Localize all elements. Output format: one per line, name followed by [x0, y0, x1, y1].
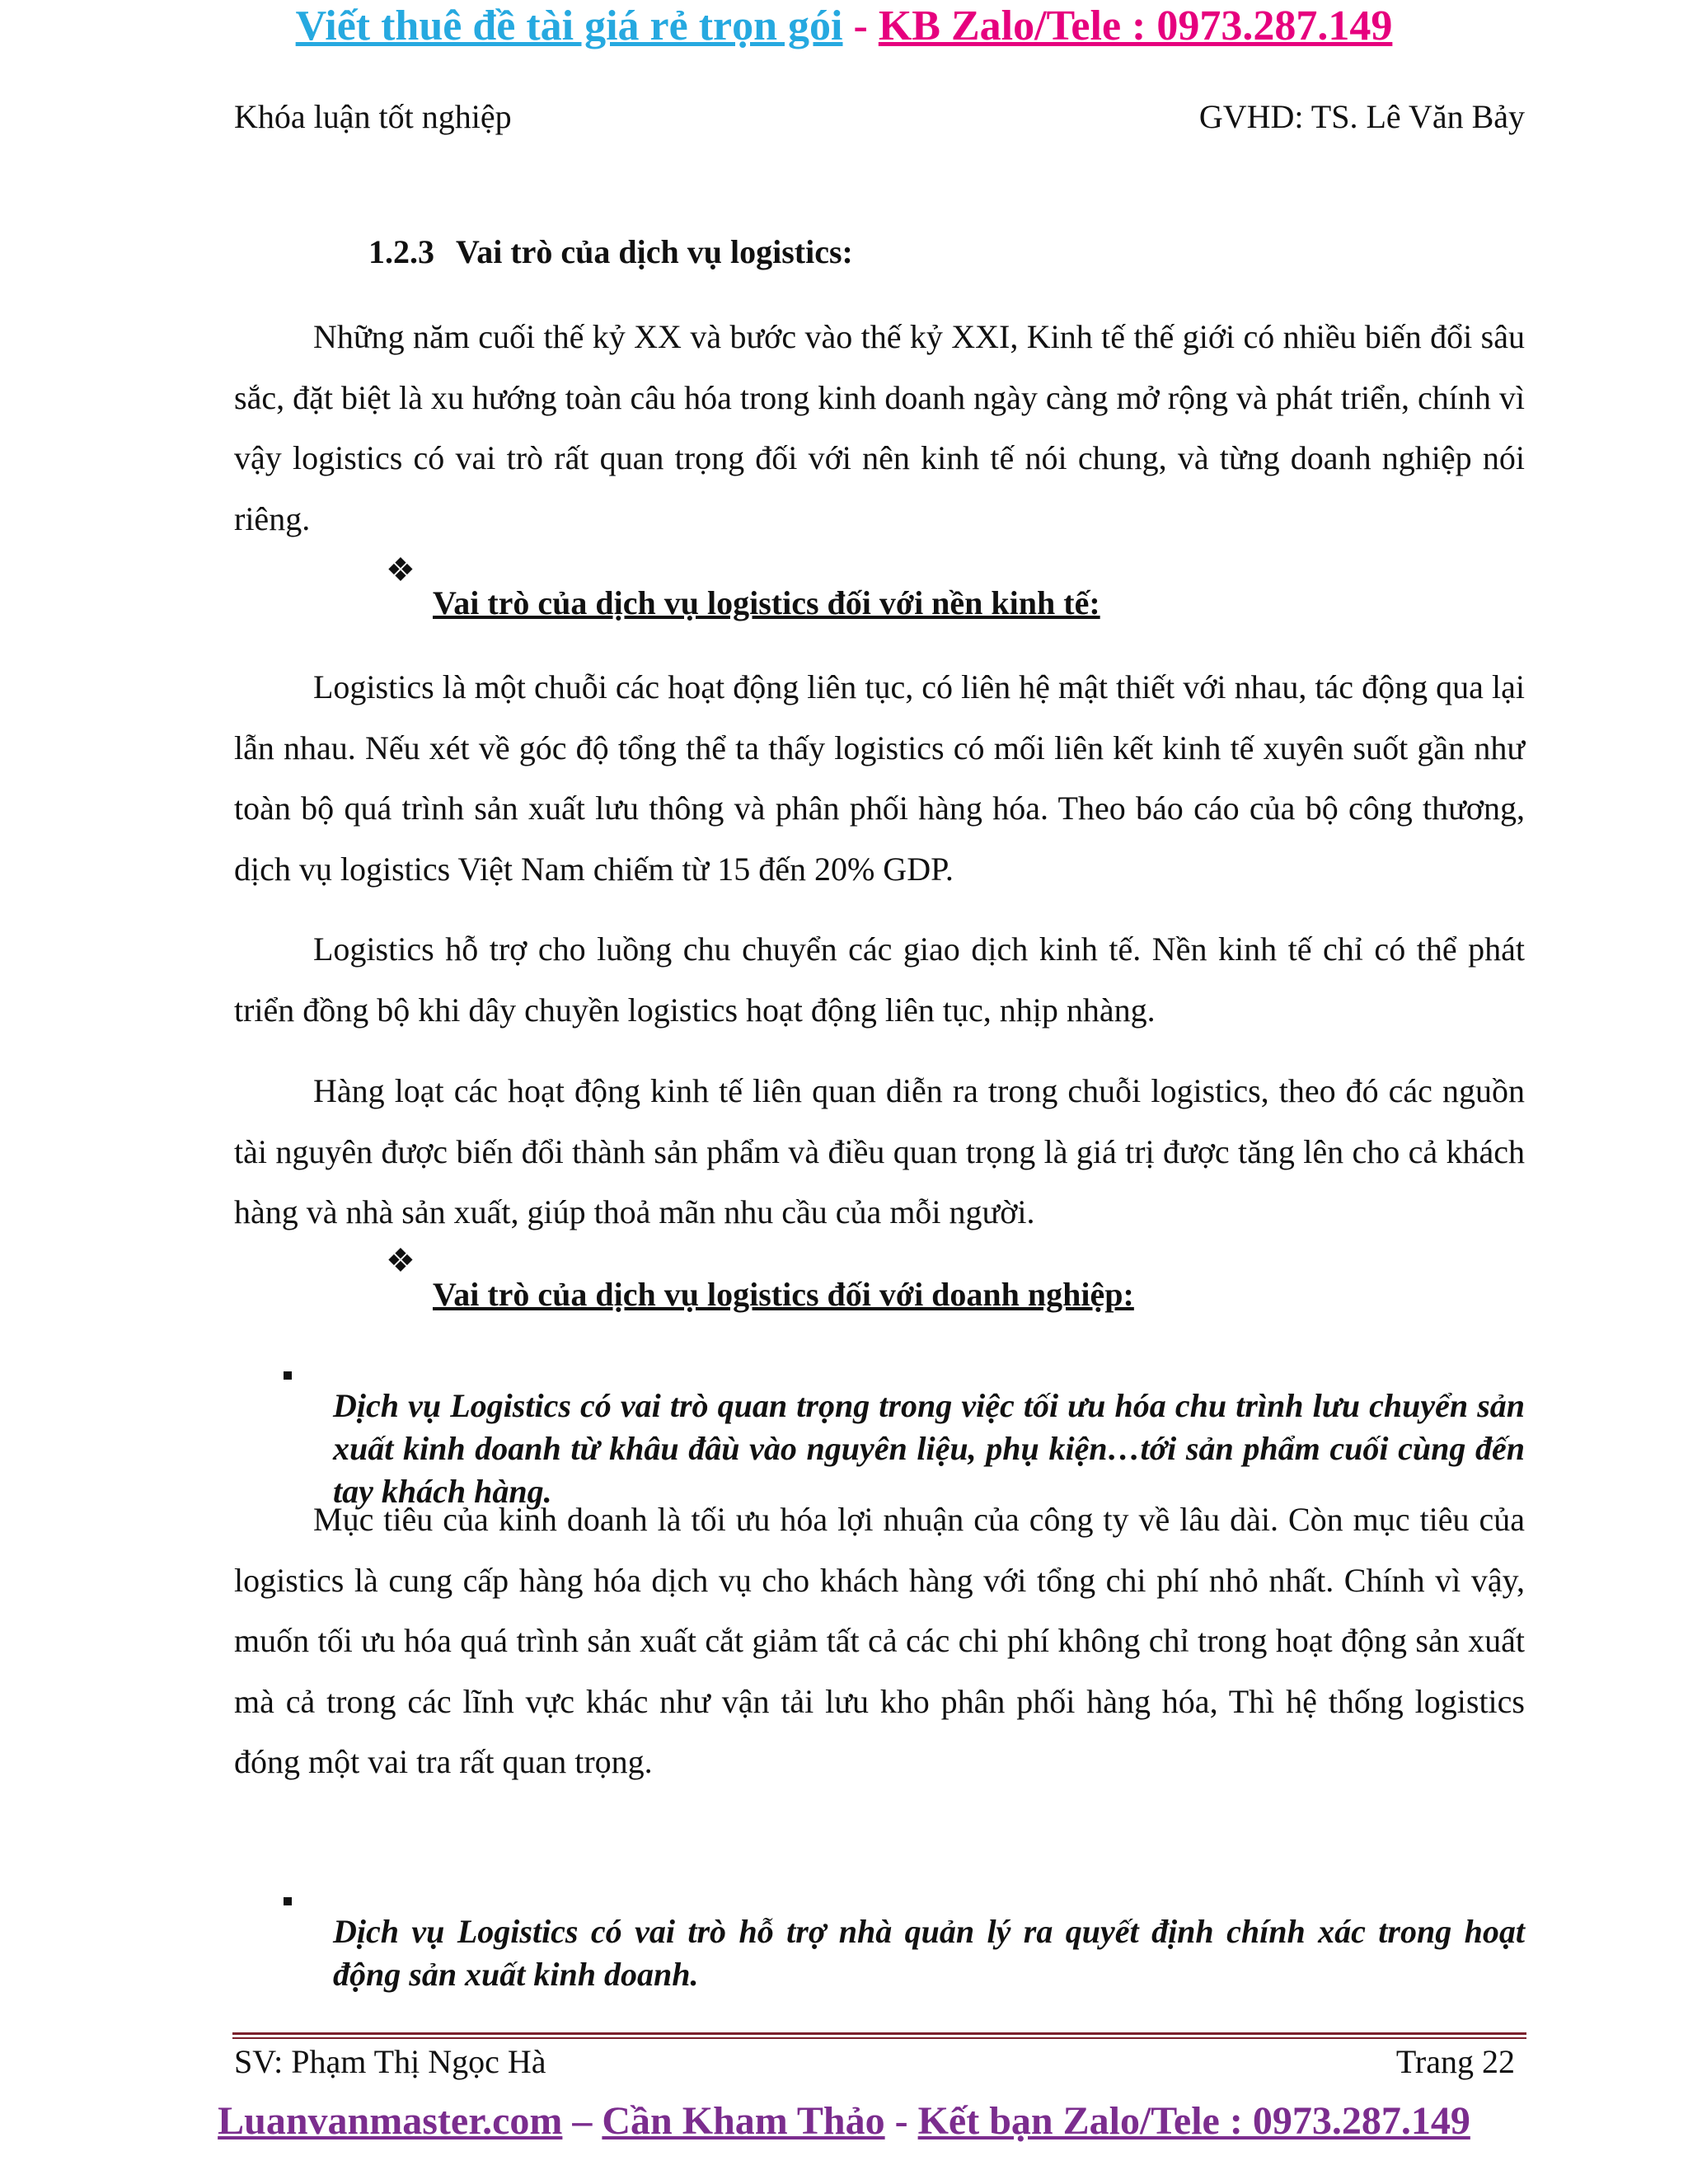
banner-zalo-link[interactable]: Kết bạn Zalo/Tele : 0973.287.149 [917, 2099, 1470, 2143]
economy-paragraph-1: Logistics là một chuỗi các hoạt động liên tục, có liên hệ mật thiết với nhau, tác động qua lại lẫn nhau. Nếu xét về góc độ tổng thể ta thấy logistics có mối liên kết kinh tế xuyên suốt gần như toàn bộ quá trình sản xuất lưu thông và phân phối hàng hóa. Theo báo cáo của bộ công thương, dịch vụ logistics Việt Nam chiếm từ 15 đến 20% GDP. [234, 668, 1525, 888]
section-number: 1.2.3 [368, 233, 434, 270]
economy-paragraph-3: Hàng loạt các hoạt động kinh tế liên quan diễn ra trong chuỗi logistics, theo đó các nguồn tài nguyên được biến đổi thành sản phẩm và điều quan trọng là giá trị được tăng lên cho cả khách hàng và nhà sản xuất, giúp thoả mãn nhu cầu của mỗi người. [234, 1072, 1525, 1230]
header-advisor: GVHD: TS. Lê Văn Bảy [1198, 98, 1525, 135]
intro-paragraph: Những năm cuối thế kỷ XX và bước vào thế kỷ XXI, Kinh tế thế giới có nhiều biến đổi sâu sắc, đặt biệt là xu hướng toàn câu hóa trong kinh doanh ngày càng mở rộng và phát triển, chính vì vậy logistics có vai trò rất quan trọng đối với nên kinh tế nói chung, và từng doanh nghiệp nói riêng. [234, 318, 1525, 537]
diamond-bullet-icon: ❖ [386, 1242, 415, 1279]
footer-student: SV: Phạm Thị Ngọc Hà [234, 2043, 546, 2080]
bottom-banner [0, 2098, 1688, 2144]
section-title: Vai trò của dịch vụ logistics: [456, 233, 853, 270]
banner-name-link[interactable]: Cần Kham Thảo [602, 2099, 885, 2143]
economy-paragraph-2: Logistics hỗ trợ cho luồng chu chuyển các giao dịch kinh tế. Nền kinh tế chỉ có thể phát triển đồng bộ khi dây chuyền logistics hoạt động liên tục, nhịp nhàng. [234, 930, 1525, 1029]
banner-dash: – [562, 2099, 603, 2143]
square-bullet-icon [284, 1371, 292, 1380]
banner-sep: - [884, 2099, 918, 2143]
subheading-economy: Vai trò của dịch vụ logistics đối với nền kinh tế: [433, 584, 1100, 621]
top-banner [0, 2, 1688, 50]
footer-divider [232, 2032, 1526, 2035]
banner-service-link[interactable]: Viết thuê đề tài giá rẻ trọn gói [295, 2, 843, 49]
subheading-enterprise: Vai trò của dịch vụ logistics đối với doanh nghiệp: [433, 1276, 1134, 1313]
enterprise-paragraph-1: Mục tiêu của kinh doanh là tối ưu hóa lợi nhuận của công ty về lâu dài. Còn mục tiêu của logistics là cung cấp hàng hóa dịch vụ cho khách hàng với tổng chi phí nhỏ nhất. Chính vì vậy, muốn tối ưu hóa quá trình sản xuất cắt giảm tất cả các chi phí không chỉ trong hoạt động sản xuất mà cả trong các lĩnh vực khác như vận tải lưu kho phân phối hàng hóa, Thì hệ thống logistics đóng một vai tra rất quan trọng. [234, 1501, 1525, 1780]
header-thesis-type: Khóa luận tốt nghiệp [234, 98, 512, 135]
footer-page-number: Trang 22 [1395, 2043, 1515, 2080]
square-bullet-icon [284, 1897, 292, 1905]
bullet-point-2: Dịch vụ Logistics có vai trò hỗ trợ nhà quản lý ra quyết định chính xác trong hoạt động sản xuất kinh doanh. [333, 1913, 1525, 1993]
diamond-bullet-icon: ❖ [386, 551, 415, 588]
section-heading [368, 232, 853, 271]
banner-separator: - [842, 2, 879, 49]
footer-divider-thin [232, 2037, 1526, 2039]
banner-contact-link[interactable]: KB Zalo/Tele : 0973.287.149 [878, 2, 1393, 49]
bullet-point-1: Dịch vụ Logistics có vai trò quan trọng trong việc tối ưu hóa chu trình lưu chuyển sản xuất kinh doanh từ khâu đâù vào nguyên liệu, phụ kiện…tới sản phẩm cuối cùng đến tay khách hàng. [333, 1387, 1525, 1510]
banner-site-link[interactable]: Luanvanmaster.com [218, 2099, 563, 2143]
